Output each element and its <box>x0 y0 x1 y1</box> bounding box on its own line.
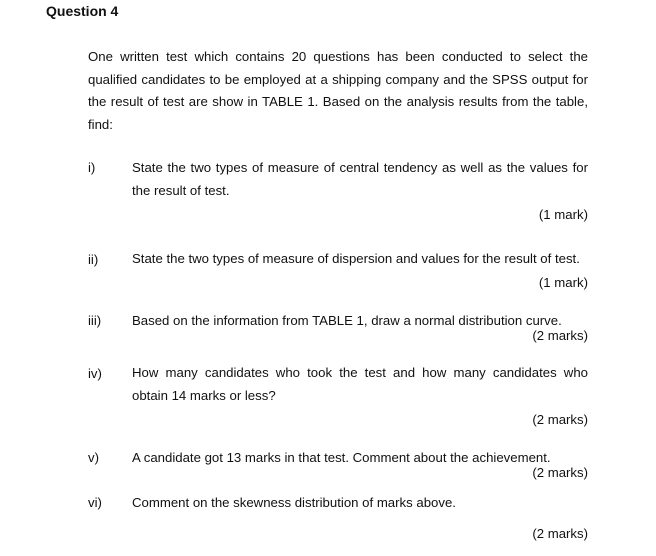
item-number-vi: vi) <box>88 495 102 510</box>
item-text-ii: State the two types of measure of dispersion and values for the result of test. <box>132 251 580 266</box>
question-heading: Question 4 <box>46 3 119 19</box>
item-number-i: i) <box>88 160 96 175</box>
question-intro: One written test which contains 20 questions has been conducted to select the qualified candidates to be employed at a shipping company and the SPSS output for the result of test are show in TABLE 1. Based on the analysis results from the table, find: <box>88 49 588 132</box>
item-text-vi: Comment on the skewness distribution of marks above. <box>132 495 456 510</box>
item-number-ii: ii) <box>88 252 99 267</box>
item-number-v: v) <box>88 450 99 465</box>
item-number-iv: iv) <box>88 366 102 381</box>
item-number-iii: iii) <box>88 313 102 328</box>
item-marks-iii: (2 marks) <box>532 328 588 343</box>
item-text-iv: How many candidates who took the test and how many candidates who obtain 14 marks or less? <box>132 365 588 403</box>
item-text-v: A candidate got 13 marks in that test. Comment about the achievement. <box>132 450 551 465</box>
item-marks-iv: (2 marks) <box>532 412 588 427</box>
item-marks-vi: (2 marks) <box>532 526 588 541</box>
item-text-i: State the two types of measure of central tendency as well as the values for the result of test. <box>132 160 588 198</box>
item-text-iii: Based on the information from TABLE 1, draw a normal distribution curve. <box>132 313 562 328</box>
item-marks-ii: (1 mark) <box>538 275 588 290</box>
item-marks-v: (2 marks) <box>532 465 588 480</box>
item-marks-i: (1 mark) <box>538 207 588 222</box>
